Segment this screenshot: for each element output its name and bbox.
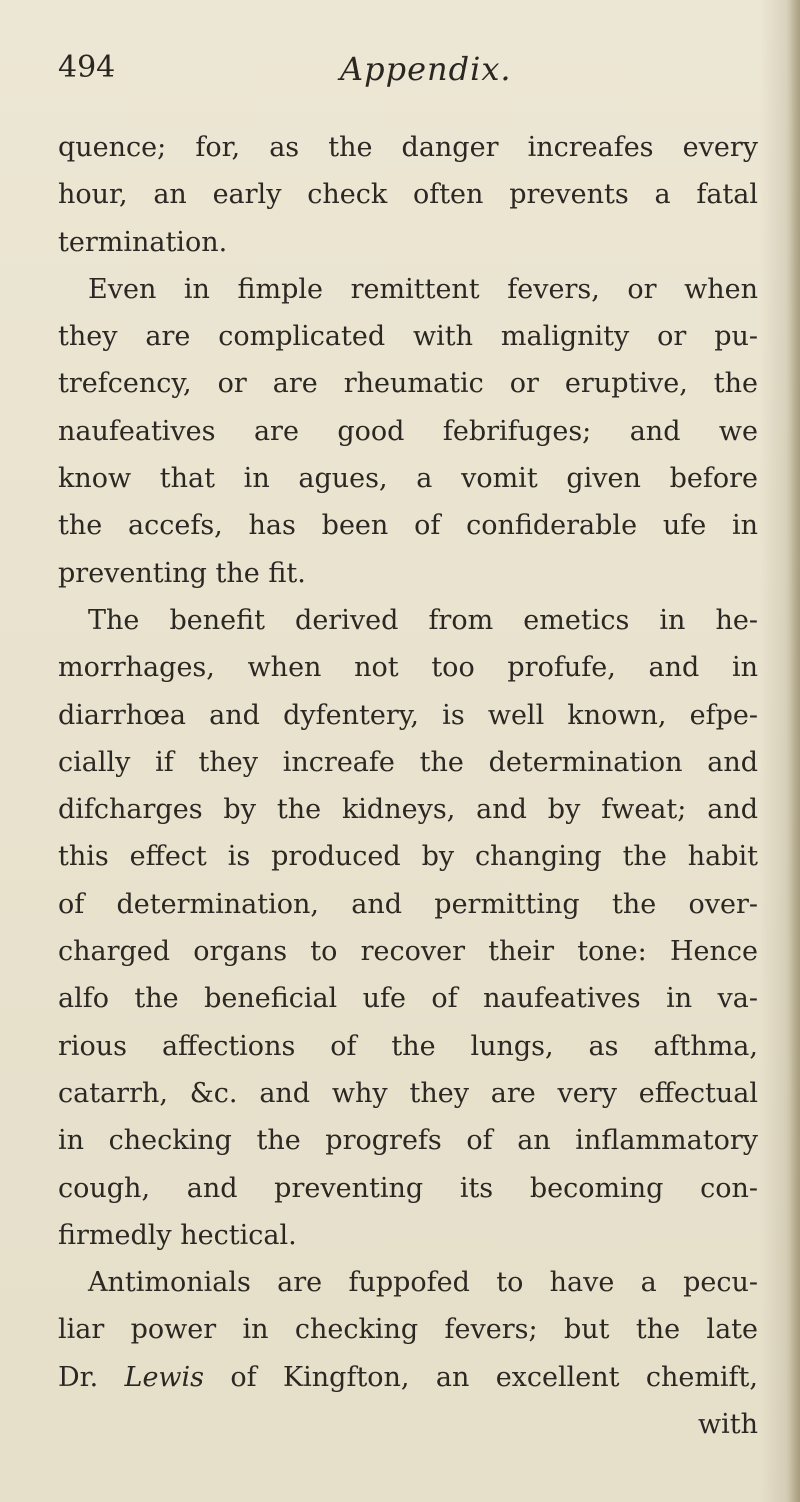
page-number: 494	[58, 50, 116, 85]
text-line: diarrhœa and dyfentery, is well known, efpe-	[58, 699, 758, 731]
text-line: difcharges by the kidneys, and by fweat; and	[58, 794, 758, 826]
text-line: hour, an early check often prevents a fatal	[58, 179, 758, 211]
honorific: Dr.	[58, 1361, 99, 1393]
text-fragment: of Kingfton, an excellent chemift,	[230, 1361, 758, 1393]
text-line: this effect is produced by changing the habit	[58, 841, 758, 873]
text-line: quence; for, as the danger increafes every	[58, 132, 758, 163]
text-line: morrhages, when not too profufe, and in	[58, 652, 758, 684]
text-line-with-name	[58, 1354, 758, 1401]
paragraph-start-line: Antimonials are fuppofed to have a pecu-	[88, 1267, 758, 1299]
text-line: preventing the fit.	[58, 557, 306, 589]
catchword: with	[698, 1409, 758, 1441]
text-line: termination.	[58, 226, 228, 258]
text-line: firmedly hectical.	[58, 1219, 297, 1251]
text-line: cially if they increafe the determination and	[58, 746, 758, 778]
running-head: Appendix.	[340, 50, 512, 88]
text-line: charged organs to recover their tone: Hence	[58, 936, 758, 968]
text-line: rious affections of the lungs, as afthma,	[58, 1030, 758, 1062]
text-line: liar power in checking fevers; but the late	[58, 1314, 758, 1346]
page-gutter-shadow	[786, 0, 800, 1502]
text-line: of determination, and permitting the over-	[58, 888, 758, 920]
text-line: catarrh, &c. and why they are very effectual	[58, 1077, 758, 1109]
person-name: Lewis	[124, 1361, 205, 1393]
paragraph-start-line: Even in fimple remittent fevers, or when	[88, 273, 758, 305]
text-line: cough, and preventing its becoming con-	[58, 1172, 758, 1204]
text-line: the accefs, has been of confiderable ufe in	[58, 510, 758, 542]
text-line: know that in agues, a vomit given before	[58, 463, 758, 495]
text-line: alfo the beneficial ufe of naufeatives in va-	[58, 983, 758, 1015]
text-line: they are complicated with malignity or pu-	[58, 321, 758, 353]
page-header	[0, 40, 800, 100]
paragraph-start-line: The benefit derived from emetics in he-	[88, 604, 758, 636]
text-line: naufeatives are good febrifuges; and we	[58, 415, 758, 447]
body-text	[58, 124, 758, 1448]
text-line: trefcency, or are rheumatic or eruptive, the	[58, 368, 758, 400]
text-line: in checking the progrefs of an inflammatory	[58, 1125, 758, 1157]
